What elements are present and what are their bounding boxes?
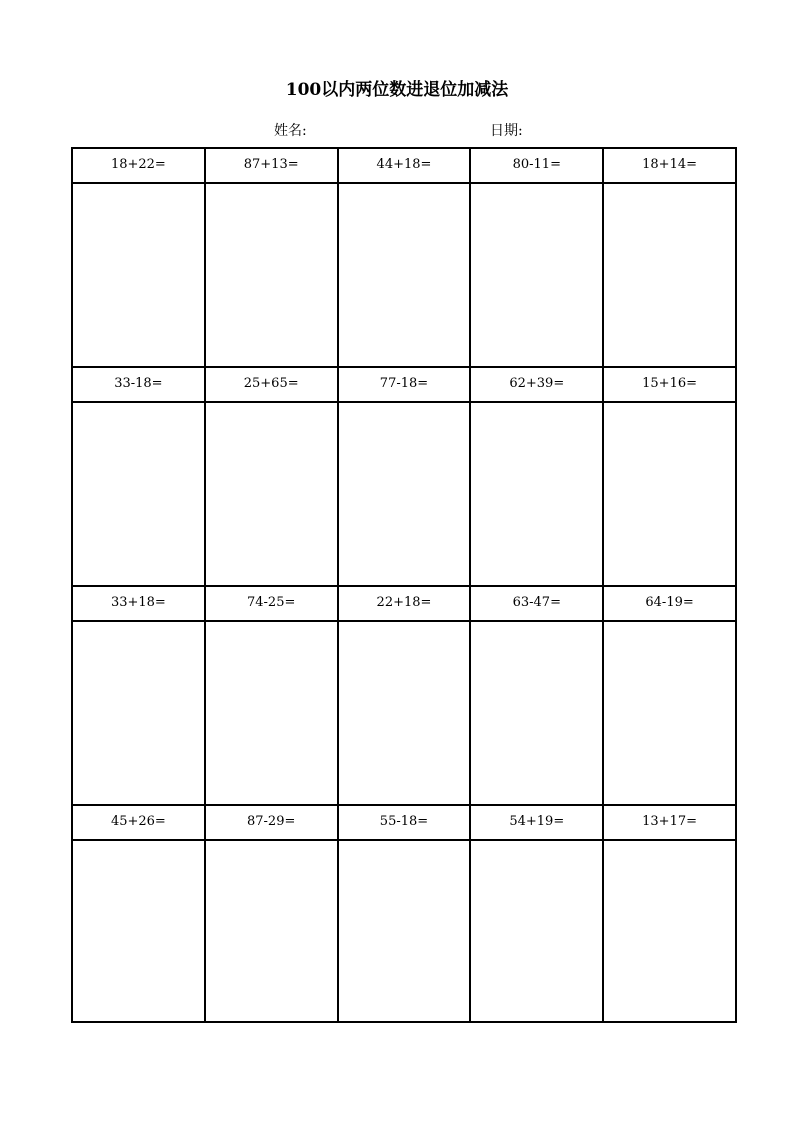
problem-cell: 80-11= <box>471 149 604 182</box>
answer-space[interactable] <box>604 622 735 804</box>
problem-cell: 64-19= <box>645 595 694 610</box>
answer-space[interactable] <box>339 622 472 804</box>
answer-row-2 <box>73 403 735 585</box>
problem-cell: 13+17= <box>642 814 698 829</box>
answer-space[interactable] <box>73 184 206 366</box>
answer-row-3 <box>73 622 735 804</box>
problem-cell: 87-29= <box>206 806 339 839</box>
answer-space[interactable] <box>206 184 339 366</box>
answer-space[interactable] <box>471 184 604 366</box>
name-label: 姓名: <box>274 123 307 139</box>
answer-row-4 <box>73 841 735 1021</box>
problem-cell: 18+14= <box>642 157 698 172</box>
answer-space[interactable] <box>339 184 472 366</box>
worksheet-grid <box>71 147 737 1023</box>
problem-cell: 25+65= <box>206 368 339 401</box>
page-title: 100以内两位数进退位加减法 <box>285 80 509 100</box>
answer-space[interactable] <box>73 841 206 1021</box>
answer-space[interactable] <box>206 622 339 804</box>
answer-space[interactable] <box>73 403 206 585</box>
answer-space[interactable] <box>206 403 339 585</box>
problem-cell: 55-18= <box>339 806 472 839</box>
problem-row-4 <box>73 806 735 839</box>
answer-space[interactable] <box>604 403 735 585</box>
answer-space[interactable] <box>339 841 472 1021</box>
problem-cell: 18+22= <box>73 149 206 182</box>
answer-space[interactable] <box>73 622 206 804</box>
problem-cell: 33+18= <box>73 587 206 620</box>
answer-space[interactable] <box>339 403 472 585</box>
problem-cell: 77-18= <box>339 368 472 401</box>
answer-space[interactable] <box>206 841 339 1021</box>
problem-cell: 63-47= <box>471 587 604 620</box>
problem-cell: 62+39= <box>471 368 604 401</box>
answer-space[interactable] <box>604 841 735 1021</box>
problem-cell: 74-25= <box>206 587 339 620</box>
problem-row-1 <box>73 149 735 182</box>
problem-cell: 45+26= <box>73 806 206 839</box>
problem-cell: 87+13= <box>206 149 339 182</box>
answer-space[interactable] <box>471 841 604 1021</box>
problem-cell: 44+18= <box>339 149 472 182</box>
problem-cell: 33-18= <box>73 368 206 401</box>
answer-space[interactable] <box>471 403 604 585</box>
problem-cell: 15+16= <box>642 376 698 391</box>
problem-row-3 <box>73 587 735 620</box>
problem-cell: 22+18= <box>339 587 472 620</box>
answer-row-1 <box>73 184 735 366</box>
date-label: 日期: <box>490 123 523 139</box>
problem-row-2 <box>73 368 735 401</box>
problem-cell: 54+19= <box>471 806 604 839</box>
answer-space[interactable] <box>604 184 735 366</box>
answer-space[interactable] <box>471 622 604 804</box>
